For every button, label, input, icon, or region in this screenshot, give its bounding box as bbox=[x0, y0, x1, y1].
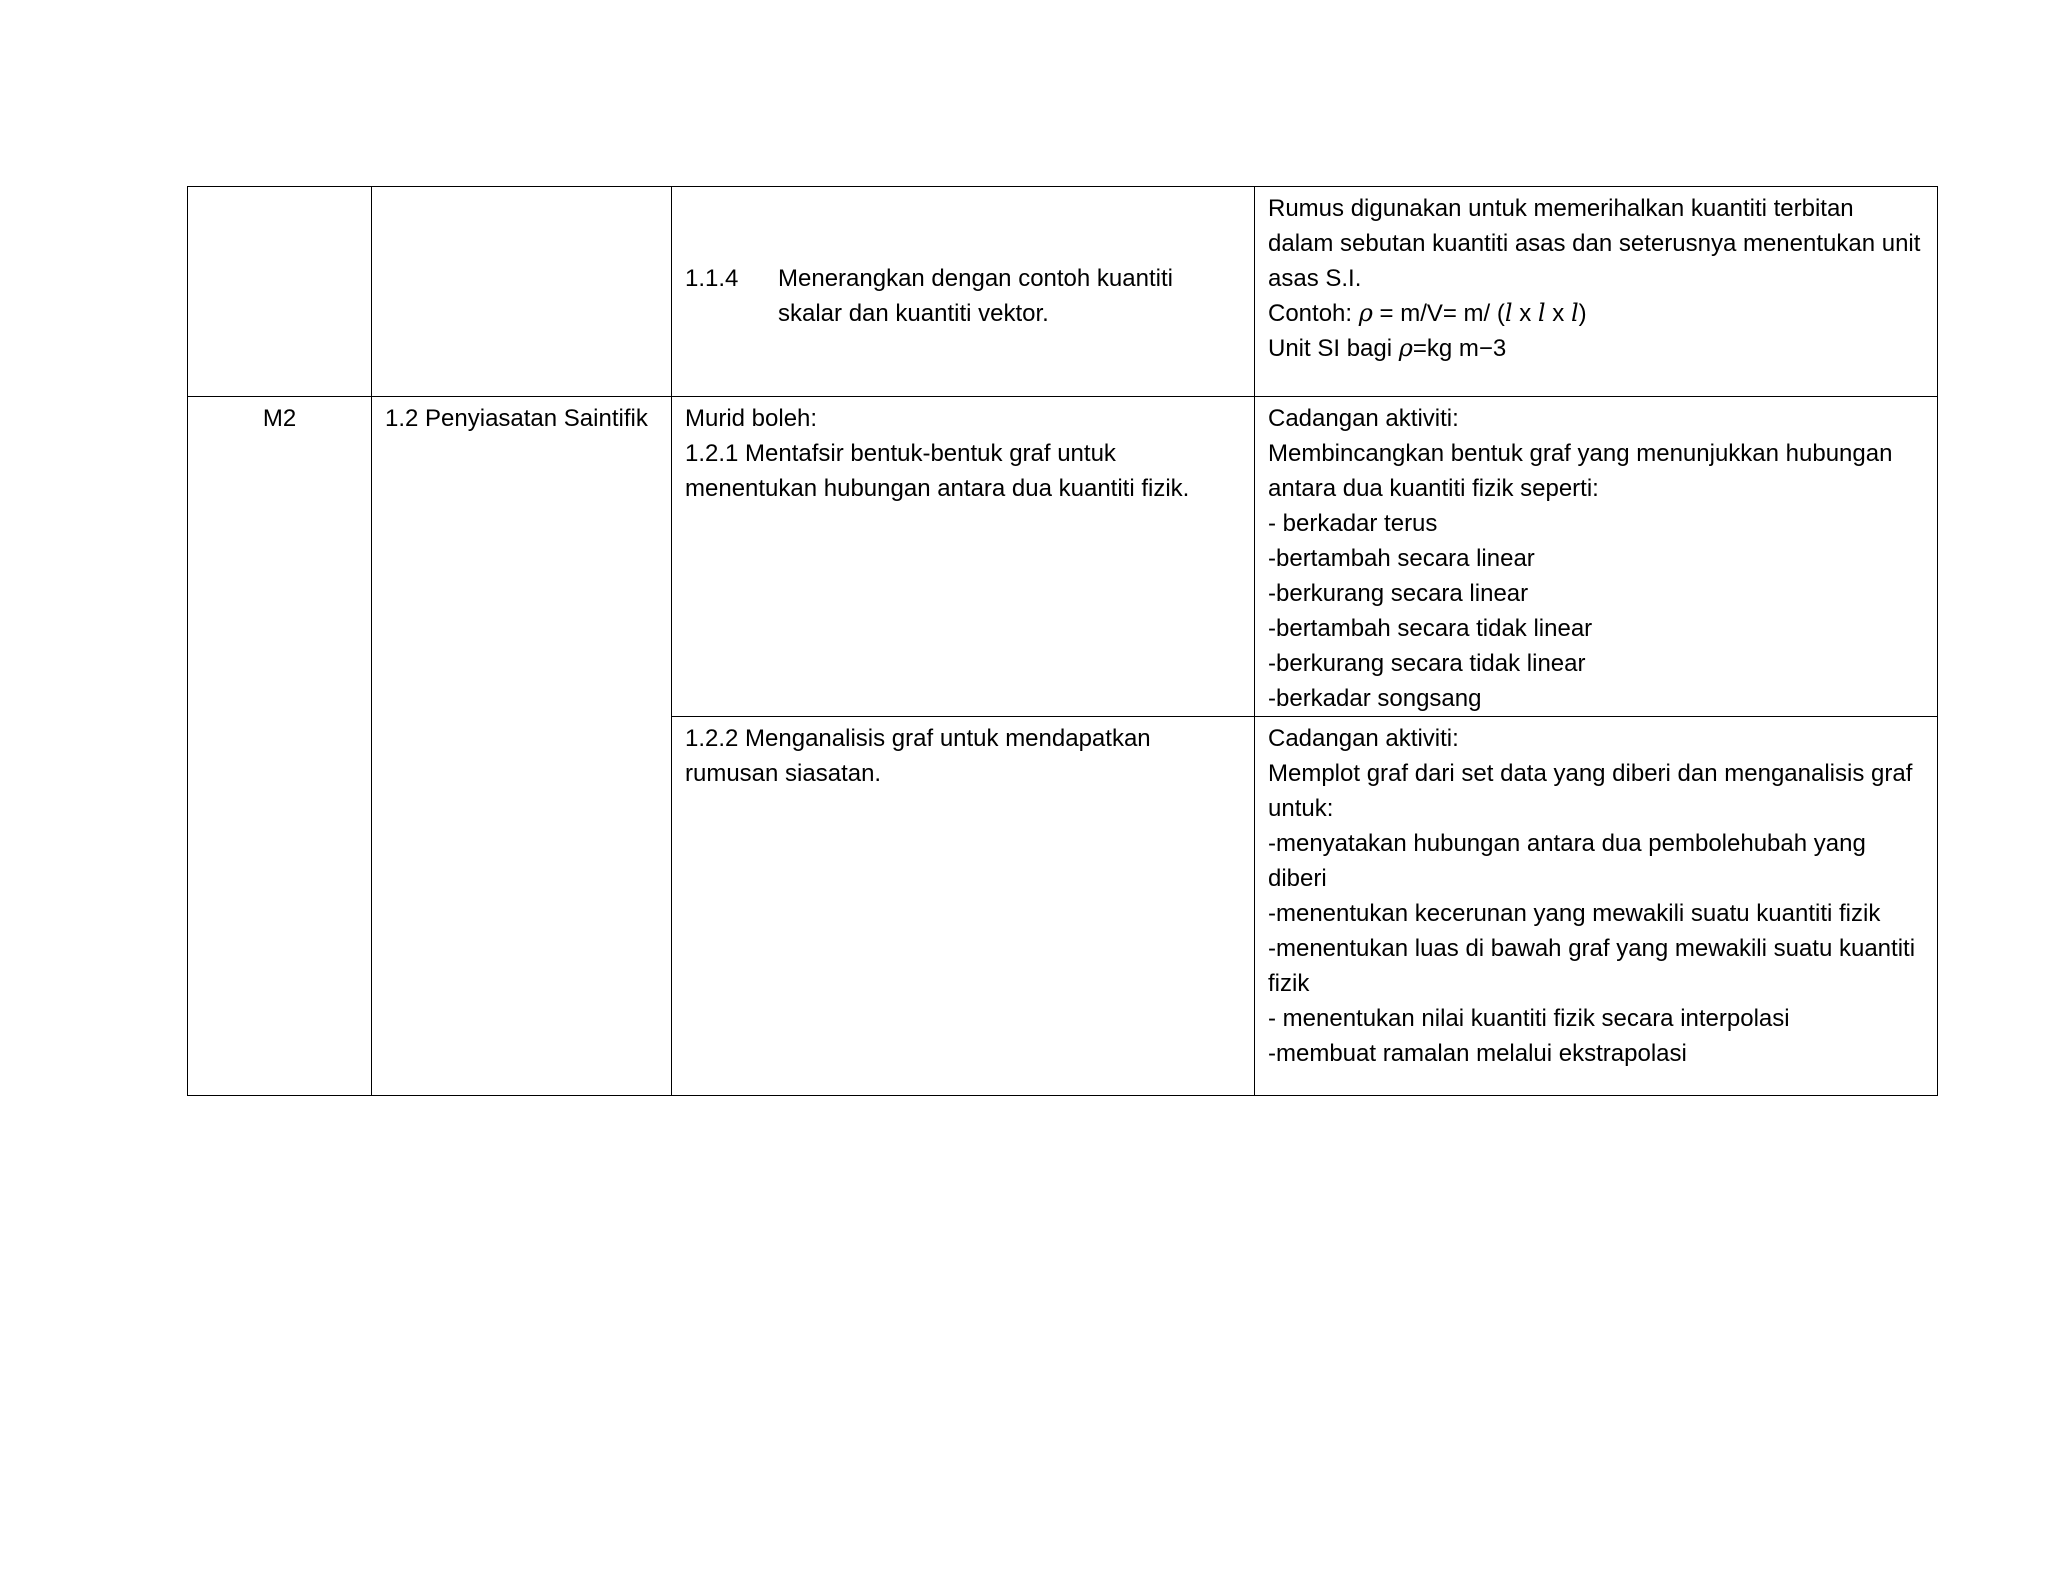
example-mid: = m/V= m/ ( bbox=[1372, 300, 1505, 327]
notes-line: -membuat ramalan melalui ekstrapolasi bbox=[1268, 1040, 1687, 1067]
topic-cell: 1.2 Penyiasatan Saintifik bbox=[372, 397, 672, 1096]
example-end: ) bbox=[1578, 300, 1587, 327]
notes-line: Memplot graf dari set data yang diberi dan menganalisis graf untuk: bbox=[1268, 760, 1913, 822]
standard-line: Murid boleh: bbox=[685, 405, 818, 432]
notes-line: -bertambah secara tidak linear bbox=[1268, 615, 1593, 642]
week-cell bbox=[188, 187, 372, 397]
example-line bbox=[1268, 296, 1924, 331]
rho-symbol: ρ bbox=[1398, 334, 1413, 362]
rho-symbol: ρ bbox=[1358, 299, 1373, 327]
notes-line: Cadangan aktiviti: bbox=[1268, 405, 1459, 432]
notes-line: -berkurang secara linear bbox=[1268, 580, 1529, 607]
table-row bbox=[188, 187, 1938, 397]
times-sign: x bbox=[1545, 300, 1571, 327]
syllabus-table bbox=[187, 186, 1938, 1096]
notes-cell bbox=[1255, 717, 1938, 1096]
standard-line: 1.2.2 Menganalisis graf untuk mendapatkan rumusan siasatan. bbox=[685, 725, 1151, 787]
notes-line: Membincangkan bentuk graf yang menunjukkan hubungan antara dua kuantiti fizik seperti: bbox=[1268, 440, 1893, 502]
cell-spacer bbox=[685, 191, 1241, 261]
notes-line: Cadangan aktiviti: bbox=[1268, 725, 1459, 752]
notes-cell bbox=[1255, 397, 1938, 717]
l-symbol: l bbox=[1504, 299, 1513, 327]
example-prefix: Contoh: bbox=[1268, 300, 1359, 327]
notes-cell bbox=[1255, 187, 1938, 397]
unit-suffix: =kg m−3 bbox=[1412, 335, 1507, 362]
standard-item-1-1-4 bbox=[685, 261, 1241, 331]
notes-line: -berkurang secara tidak linear bbox=[1268, 650, 1586, 677]
notes-line: -bertambah secara linear bbox=[1268, 545, 1535, 572]
notes-line: -menentukan luas di bawah graf yang mewakili suatu kuantiti fizik bbox=[1268, 935, 1916, 997]
standard-cell bbox=[672, 187, 1255, 397]
unit-line bbox=[1268, 331, 1924, 366]
standard-number: 1.1.4 bbox=[685, 265, 739, 292]
times-sign: x bbox=[1512, 300, 1538, 327]
l-symbol: l bbox=[1570, 299, 1579, 327]
standard-cell bbox=[672, 397, 1255, 717]
unit-prefix: Unit SI bagi bbox=[1268, 335, 1399, 362]
notes-line: - menentukan nilai kuantiti fizik secara interpolasi bbox=[1268, 1005, 1790, 1032]
standard-cell bbox=[672, 717, 1255, 1096]
notes-line: -berkadar songsang bbox=[1268, 685, 1482, 712]
topic-cell bbox=[372, 187, 672, 397]
notes-line: - berkadar terus bbox=[1268, 510, 1438, 537]
week-cell: M2 bbox=[188, 397, 372, 1096]
standard-text: Menerangkan dengan contoh kuantiti skalar dan kuantiti vektor. bbox=[778, 265, 1173, 327]
notes-line: Rumus digunakan untuk memerihalkan kuantiti terbitan dalam sebutan kuantiti asas dan seterusnya menentukan unit asas S.I. bbox=[1268, 195, 1921, 292]
notes-line: -menyatakan hubungan antara dua pembolehubah yang diberi bbox=[1268, 830, 1866, 892]
l-symbol: l bbox=[1537, 299, 1546, 327]
table-row bbox=[188, 397, 1938, 717]
standard-line: 1.2.1 Mentafsir bentuk-bentuk graf untuk menentukan hubungan antara dua kuantiti fizik. bbox=[685, 440, 1190, 502]
notes-line: -menentukan kecerunan yang mewakili suatu kuantiti fizik bbox=[1268, 900, 1881, 927]
